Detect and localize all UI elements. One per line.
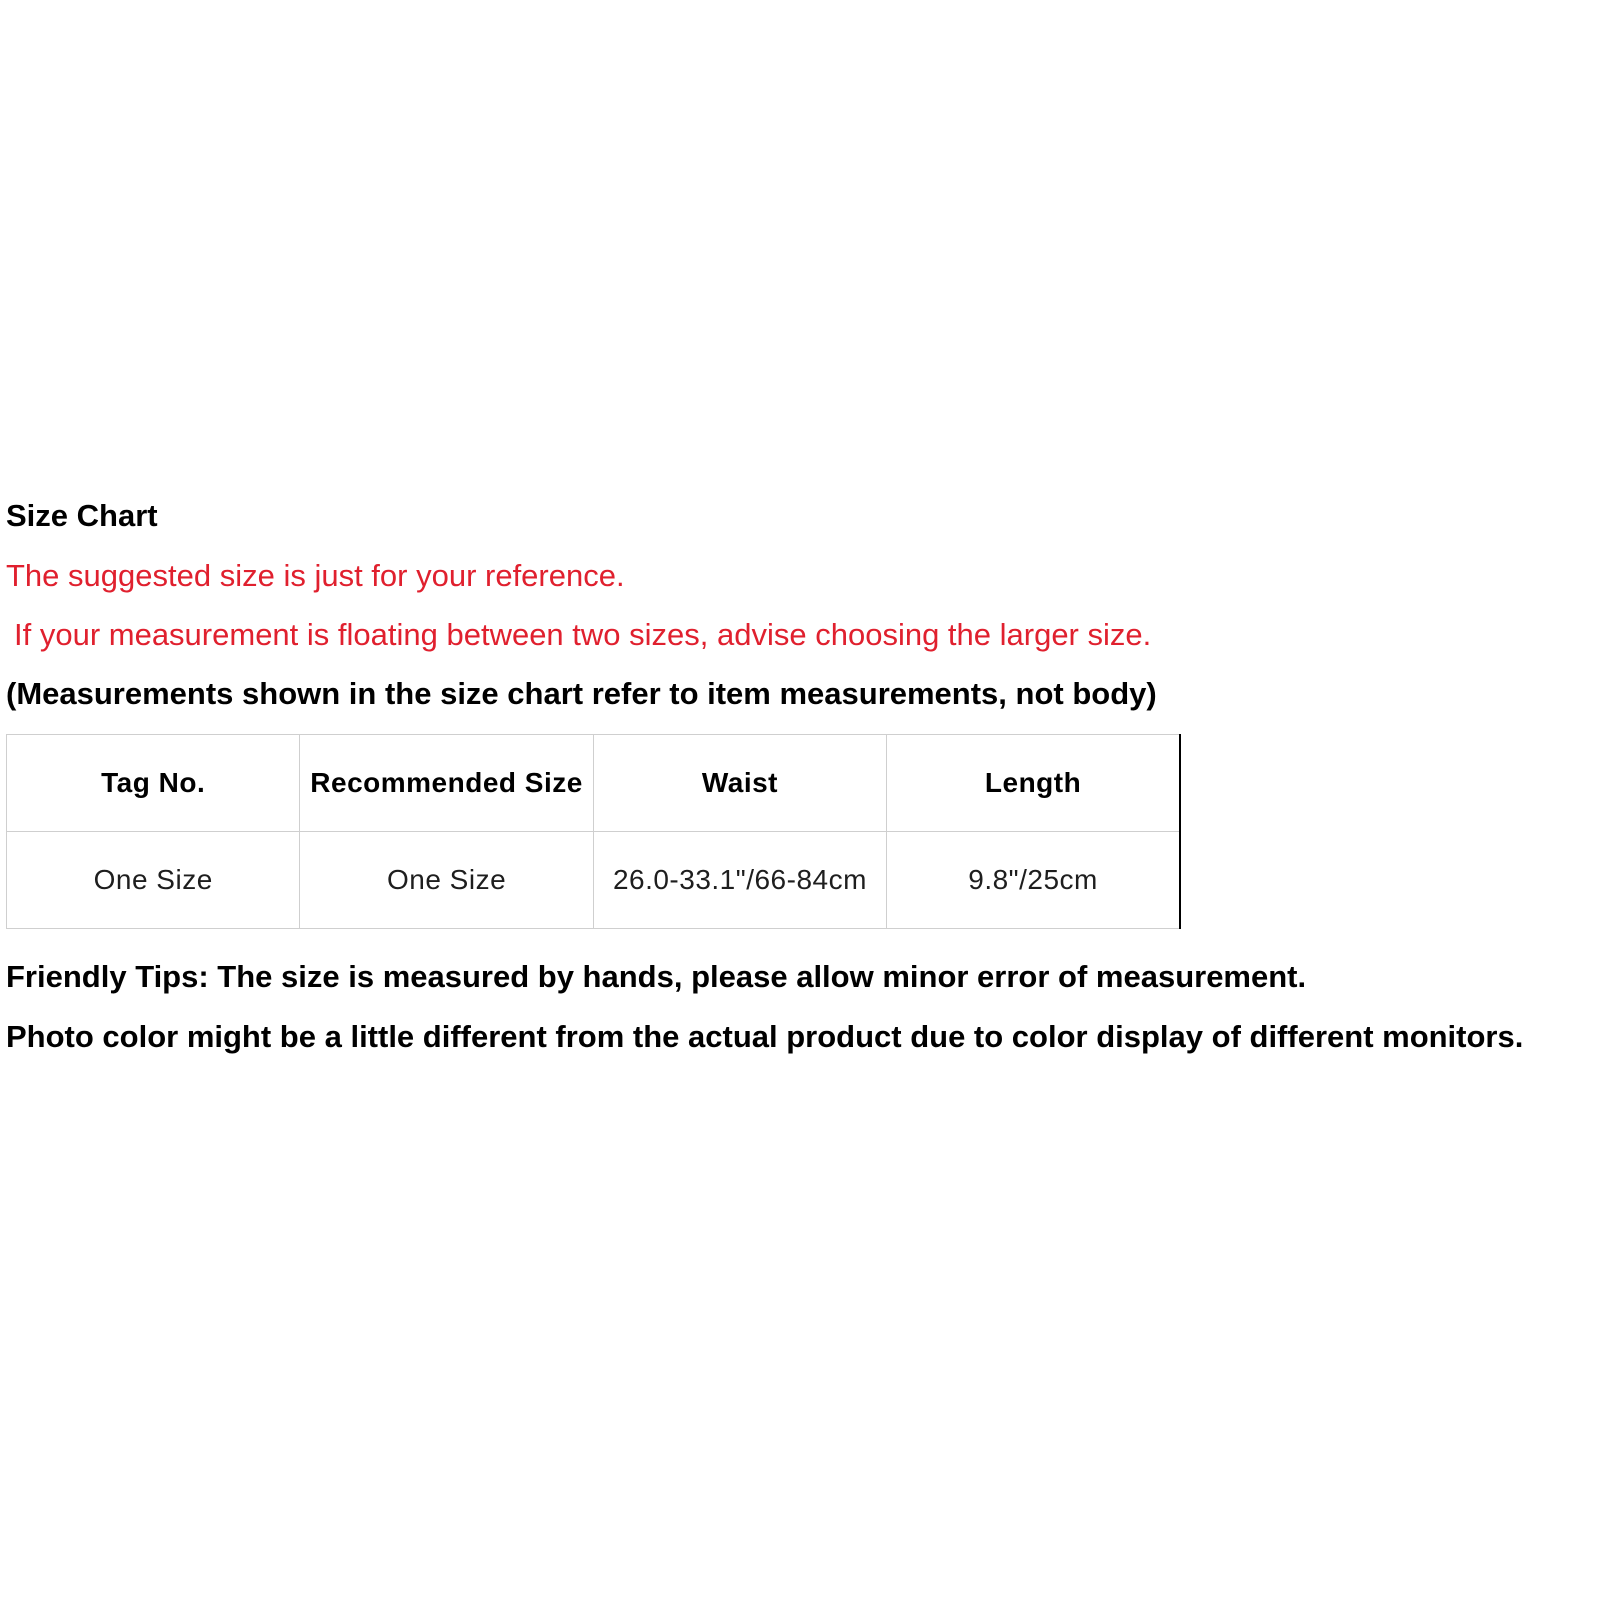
sizing-advice-note: If your measurement is floating between two sizes, advise choosing the larger size. [14,617,1152,652]
table-header-row [7,735,1181,832]
header-tag-no: Tag No. [7,735,300,832]
size-chart-document [6,496,1596,1077]
reference-note: The suggested size is just for your reference. [6,558,625,593]
header-length: Length [887,735,1180,832]
friendly-tip: Friendly Tips: The size is measured by hands, please allow minor error of measurement. [6,959,1307,994]
page-title: Size Chart [6,498,158,533]
cell-tag-no: One Size [7,832,300,929]
size-table [6,734,1181,929]
cell-recommended-size: One Size [300,832,593,929]
cell-length: 9.8"/25cm [887,832,1180,929]
table-row [7,832,1181,929]
cell-waist: 26.0-33.1"/66-84cm [593,832,886,929]
header-recommended-size: Recommended Size [300,735,593,832]
color-disclaimer: Photo color might be a little different from the actual product due to color display of different monitors. [6,1019,1524,1054]
measurement-note: (Measurements shown in the size chart refer to item measurements, not body) [6,676,1157,711]
header-waist: Waist [593,735,886,832]
